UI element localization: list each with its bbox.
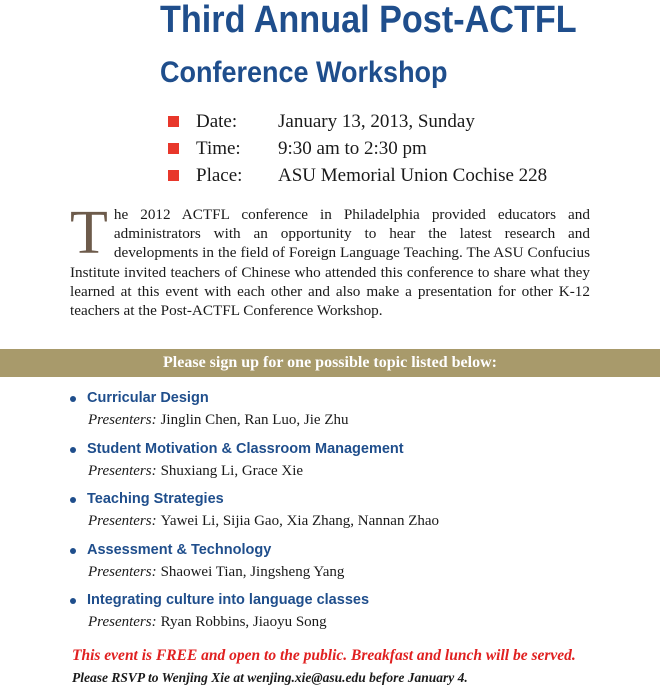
bullet-icon: [70, 548, 76, 554]
detail-time: [168, 135, 547, 162]
detail-value: ASU Memorial Union Cochise 228: [278, 164, 548, 186]
bullet-icon: [70, 396, 76, 402]
intro-text: he 2012 ACTFL conference in Philadelphia provided educators and administrators with an opportunity to hear the latest research and developments in the field of Foreign Language Teaching. The ASU Confucius Institute invited teachers of Chinese who attended this conference to share what they learned at this event with each other and also make a presentation for other K-12 teachers at the Post-ACTFL Conference Workshop.: [70, 206, 590, 320]
topic-title: Student Motivation & Classroom Management: [87, 440, 404, 457]
presenters-label: Presenters:: [88, 462, 157, 479]
detail-label: Date:: [196, 110, 238, 132]
title-line-1: Third Annual Post-ACTFL: [160, 0, 577, 41]
topic-title: Curricular Design: [87, 390, 209, 406]
presenters-label: Presenters:: [88, 614, 157, 630]
red-square-bullet-icon: [168, 116, 179, 127]
presenter-names: Ryan Robbins, Jiaoyu Song: [160, 614, 327, 630]
free-event-notice: This event is FREE and open to the public. Breakfast and lunch will be served.: [72, 647, 576, 664]
signup-banner: Please sign up for one possible topic listed below:: [0, 349, 660, 377]
topic-title: Integrating culture into language classes: [87, 592, 370, 608]
topic-presenters: [88, 614, 327, 631]
detail-value: January 13, 2013, Sunday: [278, 110, 475, 132]
drop-cap: T: [70, 199, 108, 267]
presenters-label: Presenters:: [88, 563, 157, 580]
title-line-2: Conference Workshop: [160, 55, 448, 89]
rsvp-notice: Please RSVP to Wenjing Xie at wenjing.xie@asu.edu before January 4.: [72, 670, 468, 685]
presenters-label: Presenters:: [88, 513, 157, 529]
topic-title: Assessment & Technology: [87, 541, 272, 558]
bullet-icon: [70, 497, 76, 503]
presenters-label: Presenters:: [88, 412, 157, 428]
topic-presenters: [88, 564, 344, 581]
detail-value: 9:30 am to 2:30 pm: [278, 137, 427, 159]
detail-date: [168, 108, 547, 135]
bullet-icon: [70, 598, 76, 604]
presenter-names: Yawei Li, Sijia Gao, Xia Zhang, Nannan Zhao: [160, 513, 440, 529]
red-square-bullet-icon: [168, 143, 179, 154]
intro-paragraph: [70, 199, 590, 320]
presenter-names: Shuxiang Li, Grace Xie: [160, 462, 304, 479]
page-title: [160, 0, 577, 89]
presenter-names: Shaowei Tian, Jingsheng Yang: [160, 563, 345, 580]
bullet-icon: [70, 447, 76, 453]
detail-label: Place:: [196, 164, 243, 186]
topic-presenters: [88, 412, 349, 429]
event-details: [168, 108, 547, 189]
detail-label: Time:: [196, 137, 241, 159]
topic-title: Teaching Strategies: [87, 491, 224, 507]
presenter-names: Jinglin Chen, Ran Luo, Jie Zhu: [160, 412, 349, 428]
red-square-bullet-icon: [168, 170, 179, 181]
topic-presenters: [88, 463, 303, 480]
topic-presenters: [88, 513, 439, 530]
detail-place: [168, 162, 547, 189]
